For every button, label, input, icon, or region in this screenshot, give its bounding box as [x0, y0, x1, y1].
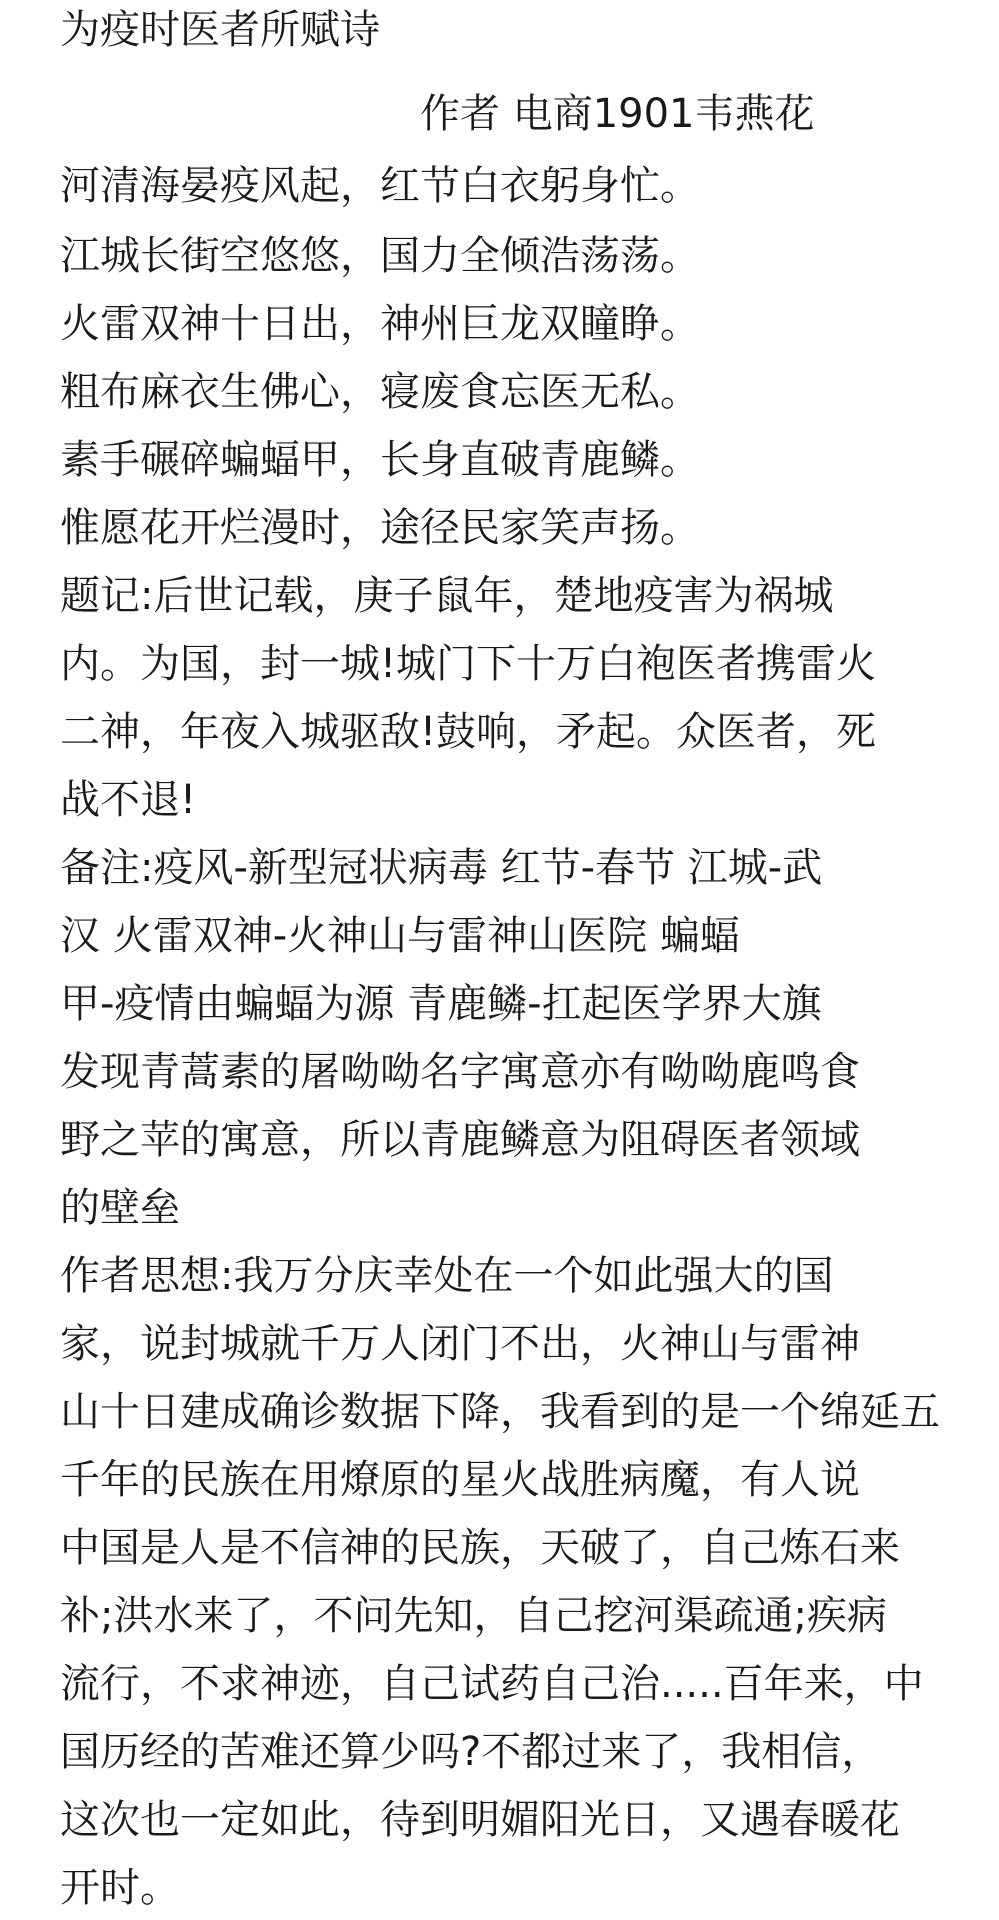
author-line: 作者 电商1901韦燕花: [420, 91, 815, 137]
text-line: 甲-疫情由蝙蝠为源 青鹿鳞-扛起医学界大旗: [60, 981, 822, 1027]
text-line: 中国是人是不信神的民族，天破了，自己炼石来: [60, 1525, 900, 1571]
text-line: 流行，不求神迹，自己试药自己治.....百年来，中: [60, 1661, 924, 1707]
text-line: 这次也一定如此，待到明媚阳光日，又遇春暖花: [60, 1797, 900, 1843]
text-line: 素手碾碎蝙蝠甲，长身直破青鹿鳞。: [60, 437, 700, 483]
text-line: 备注:疫风-新型冠状病毒 红节-春节 江城-武: [60, 845, 823, 891]
text-line: 粗布麻衣生佛心，寝废食忘医无私。: [60, 369, 700, 415]
text-line: 二神，年夜入城驱敌!鼓响，矛起。众医者，死: [60, 709, 877, 755]
text-line: 的壁垒: [60, 1185, 180, 1231]
text-line: 内。为国，封一城!城门下十万白袍医者携雷火: [60, 641, 877, 687]
text-line: 汉 火雷双神-火神山与雷神山医院 蝙蝠: [60, 913, 740, 959]
text-line: 开时。: [60, 1865, 180, 1911]
text-line: 战不退!: [60, 777, 197, 823]
text-line: 发现青蒿素的屠呦呦名字寓意亦有呦呦鹿鸣食: [60, 1049, 860, 1095]
text-line: 补;洪水来了，不问先知，自己挖河渠疏通;疾病: [60, 1593, 887, 1639]
text-line: 家，说封城就千万人闭门不出，火神山与雷神: [60, 1321, 860, 1367]
text-line: 野之苹的寓意，所以青鹿鳞意为阻碍医者领域: [60, 1117, 860, 1163]
text-line: 江城长街空悠悠，国力全倾浩荡荡。: [60, 233, 700, 279]
text-line: 惟愿花开烂漫时，途径民家笑声扬。: [60, 505, 700, 551]
text-line: 题记:后世记载，庚子鼠年，楚地疫害为祸城: [60, 573, 834, 619]
text-line: 火雷双神十日出，神州巨龙双瞳睁。: [60, 301, 700, 347]
text-line: 作者思想:我万分庆幸处在一个如此强大的国: [60, 1253, 834, 1299]
text-line: 国历经的苦难还算少吗?不都过来了，我相信，: [60, 1729, 882, 1775]
document-title: 为疫时医者所赋诗: [60, 7, 380, 53]
text-line: 河清海晏疫风起，红节白衣躬身忙。: [60, 163, 700, 209]
text-line: 山十日建成确诊数据下降，我看到的是一个绵延五: [60, 1389, 940, 1435]
text-line: 千年的民族在用燎原的星火战胜病魔，有人说: [60, 1457, 860, 1503]
